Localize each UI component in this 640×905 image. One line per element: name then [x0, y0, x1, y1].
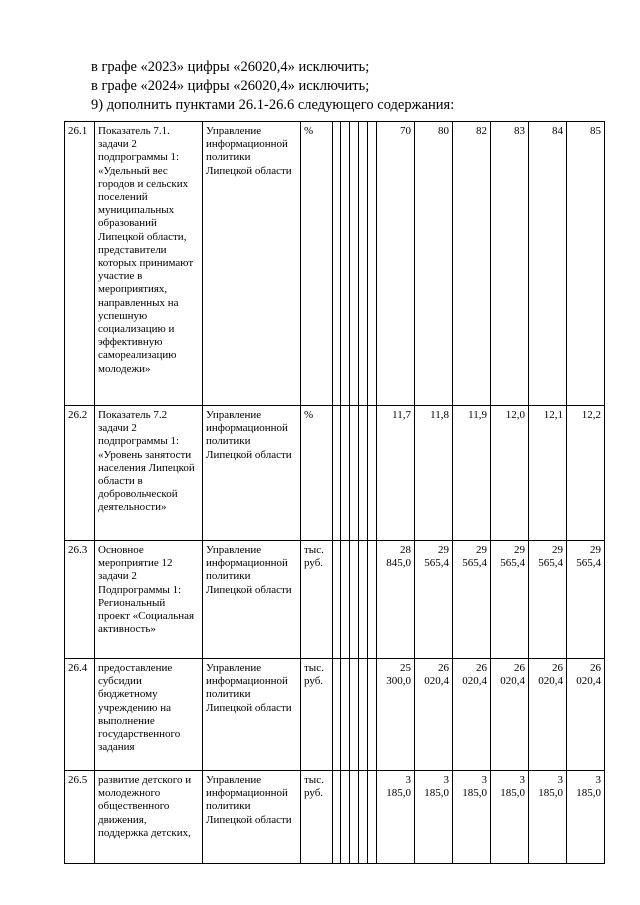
empty-cell [350, 122, 359, 406]
empty-cell [341, 771, 350, 864]
empty-cell [333, 659, 341, 771]
row-value: 85 [567, 122, 605, 406]
empty-cell [341, 541, 350, 659]
empty-cell [333, 406, 341, 541]
row-value: 84 [529, 122, 567, 406]
empty-cell [359, 659, 368, 771]
empty-cell [350, 771, 359, 864]
row-value: 70 [377, 122, 415, 406]
row-value: 3 185,0 [415, 771, 453, 864]
row-value: 26 020,4 [567, 659, 605, 771]
empty-cell [368, 406, 377, 541]
row-value: 29 565,4 [415, 541, 453, 659]
row-name: Показатель 7.2 задачи 2 подпрограммы 1: «Уровень занятости населения Липецкой области в добровольческой деятельности» [95, 406, 203, 541]
intro-line-3: 9) дополнить пунктами 26.1-26.6 следующего содержания: [91, 97, 455, 113]
row-value: 26 020,4 [529, 659, 567, 771]
row-organization: Управление информационной политики Липецкой области [203, 541, 301, 659]
empty-cell [350, 541, 359, 659]
indicators-table [64, 121, 605, 864]
empty-cell [359, 541, 368, 659]
row-name: развитие детского и молодежного общественного движения, поддержка детских, [95, 771, 203, 864]
row-value: 11,8 [415, 406, 453, 541]
intro-text [91, 58, 611, 115]
empty-cell [341, 122, 350, 406]
row-value: 12,0 [491, 406, 529, 541]
row-value: 11,9 [453, 406, 491, 541]
empty-cell [359, 406, 368, 541]
intro-line-1: в графе «2023» цифры «26020,4» исключить; [91, 59, 370, 75]
empty-cell [359, 771, 368, 864]
row-value: 12,2 [567, 406, 605, 541]
empty-cell [341, 659, 350, 771]
row-value: 26 020,4 [415, 659, 453, 771]
row-name: предоставление субсидии бюджетному учреждению на выполнение государственного задания [95, 659, 203, 771]
row-value: 11,7 [377, 406, 415, 541]
row-unit: % [301, 406, 333, 541]
row-value: 29 565,4 [491, 541, 529, 659]
empty-cell [333, 771, 341, 864]
row-organization: Управление информационной политики Липецкой области [203, 771, 301, 864]
intro-line-2: в графе «2024» цифры «26020,4» исключить; [91, 78, 370, 94]
row-value: 3 185,0 [567, 771, 605, 864]
row-number: 26.4 [65, 659, 95, 771]
row-value: 80 [415, 122, 453, 406]
row-value: 29 565,4 [567, 541, 605, 659]
row-value: 83 [491, 122, 529, 406]
table-row [65, 122, 605, 406]
empty-cell [368, 659, 377, 771]
table-row [65, 406, 605, 541]
row-value: 82 [453, 122, 491, 406]
empty-cell [333, 122, 341, 406]
row-number: 26.2 [65, 406, 95, 541]
empty-cell [368, 541, 377, 659]
row-value: 3 185,0 [529, 771, 567, 864]
row-value: 29 565,4 [529, 541, 567, 659]
empty-cell [368, 771, 377, 864]
row-value: 28 845,0 [377, 541, 415, 659]
empty-cell [333, 541, 341, 659]
row-value: 29 565,4 [453, 541, 491, 659]
row-unit: тыс. руб. [301, 771, 333, 864]
row-name: Показатель 7.1. задачи 2 подпрограммы 1: «Удельный вес городов и сельских поселений муниципальных образований Липецкой области, представители которых принимают участие в мероприятиях, направленных на успешную социализацию и эффективную самореализацию молодежи» [95, 122, 203, 406]
empty-cell [350, 659, 359, 771]
row-value: 25 300,0 [377, 659, 415, 771]
row-unit: тыс. руб. [301, 541, 333, 659]
row-value: 26 020,4 [453, 659, 491, 771]
empty-cell [368, 122, 377, 406]
row-value: 3 185,0 [377, 771, 415, 864]
table-row [65, 541, 605, 659]
row-number: 26.1 [65, 122, 95, 406]
row-value: 3 185,0 [491, 771, 529, 864]
row-number: 26.3 [65, 541, 95, 659]
row-unit: тыс. руб. [301, 659, 333, 771]
row-name: Основное мероприятие 12 задачи 2 Подпрограммы 1: Региональный проект «Социальная активность» [95, 541, 203, 659]
empty-cell [359, 122, 368, 406]
row-value: 12,1 [529, 406, 567, 541]
empty-cell [350, 406, 359, 541]
empty-cell [341, 406, 350, 541]
row-organization: Управление информационной политики Липецкой области [203, 122, 301, 406]
row-organization: Управление информационной политики Липецкой области [203, 406, 301, 541]
row-value: 3 185,0 [453, 771, 491, 864]
row-number: 26.5 [65, 771, 95, 864]
row-organization: Управление информационной политики Липецкой области [203, 659, 301, 771]
row-unit: % [301, 122, 333, 406]
row-value: 26 020,4 [491, 659, 529, 771]
table-row [65, 659, 605, 771]
table-row [65, 771, 605, 864]
